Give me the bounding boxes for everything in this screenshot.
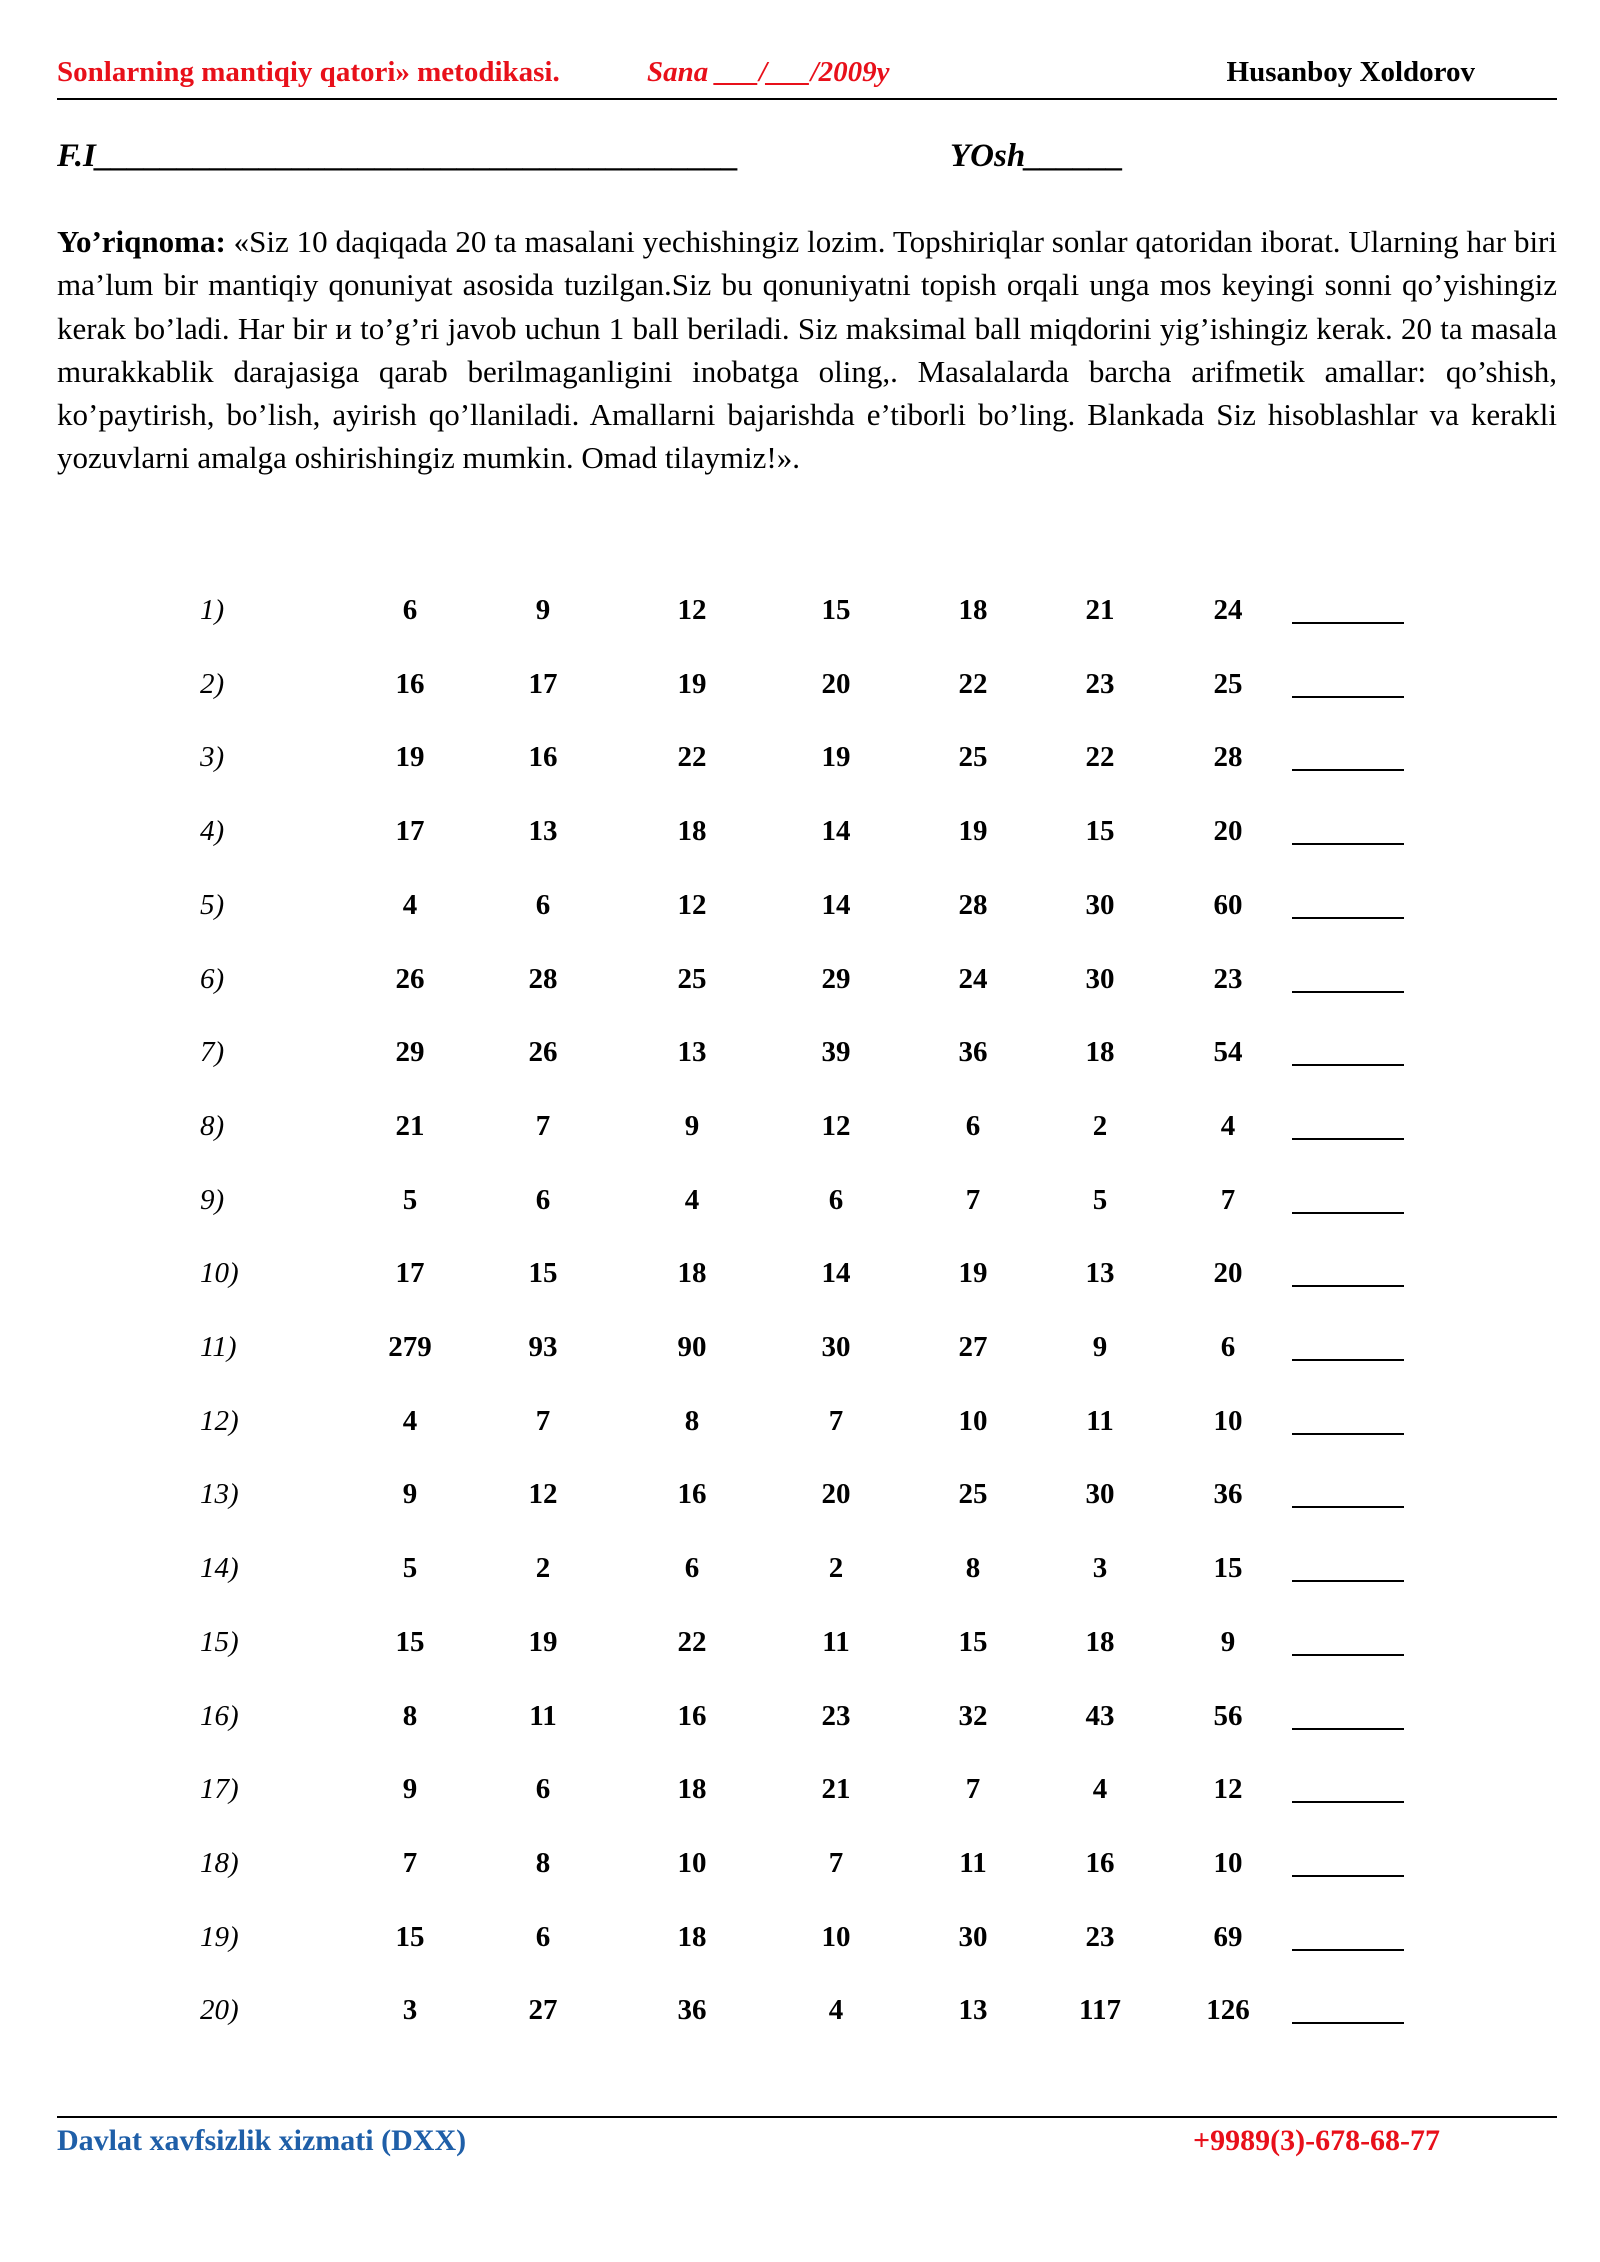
- sequence-number: 18: [677, 1257, 707, 1290]
- answer-blank[interactable]: [1292, 1728, 1404, 1730]
- sequence-number: 20: [1213, 1257, 1243, 1290]
- answer-blank[interactable]: [1292, 1138, 1404, 1140]
- problem-number: 8): [200, 1109, 225, 1142]
- sequence-number: 24: [1213, 594, 1243, 626]
- sequence-number: 12: [1213, 1773, 1243, 1806]
- sequence-number: 16: [677, 1699, 707, 1732]
- sequence-number: 90: [677, 1331, 707, 1363]
- problem-number: 15): [200, 1625, 239, 1658]
- sequence-number: 7: [402, 1846, 418, 1879]
- sequence-number: 10: [1213, 1404, 1243, 1437]
- sequence-number: 10: [1213, 1846, 1243, 1879]
- problem-row: [0, 1405, 1600, 1445]
- sequence-number: 27: [958, 1331, 988, 1363]
- sequence-number: 4: [1220, 1109, 1236, 1142]
- sequence-number: 6: [828, 1183, 844, 1216]
- problem-row: [0, 668, 1600, 708]
- answer-blank[interactable]: [1292, 1654, 1404, 1656]
- sequence-number: 2: [1092, 1109, 1108, 1142]
- sequence-number: 56: [1213, 1699, 1243, 1732]
- answer-blank[interactable]: [1292, 1433, 1404, 1435]
- sequence-number: 18: [677, 1773, 707, 1806]
- sequence-number: 10: [677, 1846, 707, 1879]
- problem-row: [0, 594, 1600, 634]
- sequence-number: 18: [958, 594, 988, 626]
- answer-blank[interactable]: [1292, 696, 1404, 698]
- sequence-number: 14: [821, 815, 851, 848]
- sequence-number: 18: [677, 815, 707, 848]
- sequence-number: 11: [529, 1699, 557, 1732]
- problem-row: [0, 1257, 1600, 1297]
- sequence-number: 5: [402, 1183, 418, 1216]
- footer-divider: [57, 2116, 1557, 2118]
- sequence-number: 14: [821, 888, 851, 921]
- author-name: Husanboy Xoldorov: [1226, 56, 1475, 88]
- problem-number: 13): [200, 1478, 239, 1511]
- sequence-number: 29: [821, 962, 851, 995]
- sequence-number: 6: [535, 1920, 551, 1953]
- sequence-number: 36: [958, 1036, 988, 1069]
- problem-number: 20): [200, 1994, 239, 2027]
- sequence-number: 4: [1092, 1773, 1108, 1806]
- sequence-number: 8: [402, 1699, 418, 1732]
- sequence-number: 30: [958, 1920, 988, 1953]
- sequence-number: 7: [965, 1773, 981, 1806]
- problem-number: 5): [200, 888, 225, 921]
- sequence-number: 36: [677, 1994, 707, 2027]
- sequence-number: 69: [1213, 1920, 1243, 1953]
- sequence-number: 8: [965, 1552, 981, 1585]
- sequence-number: 15: [528, 1257, 558, 1290]
- sequence-number: 9: [684, 1109, 700, 1142]
- problem-row: [0, 1184, 1600, 1224]
- age-field: YOsh______: [950, 138, 1125, 174]
- problem-number: 7): [200, 1036, 225, 1069]
- sequence-number: 25: [958, 1478, 988, 1511]
- instructions-body: «Siz 10 daqiqada 20 ta masalani yechishingiz lozim. Topshiriqlar sonlar qatoridan iborat. Ularning har biri ma’lum bir mantiqiy qonuniyat asosida tuzilgan.Siz bu qonuniyatni topish orqali unga mos keyingi sonni qo’yishingiz kerak bo’ladi. Har bir и to’g’ri javob uchun 1 ball beriladi. Siz maksimal ball miqdorini yig’ishingiz kerak. 20 ta masala murakkablik darajasiga qarab berilmaganligini inobatga oling,. Masalalarda barcha arifmetik amallar: qo’shish, ko’paytirish, bo’lish, ayirish qo’llaniladi. Amallarni bajarishda e’tiborli bo’ling. Blankada Siz hisoblashlar va kerakli yozuvlarni amalga oshirishingiz mumkin. Omad tilaymiz!».: [57, 224, 1557, 476]
- sequence-number: 25: [958, 741, 988, 774]
- sequence-number: 18: [1085, 1036, 1115, 1069]
- sequence-number: 7: [535, 1109, 551, 1142]
- sequence-number: 28: [528, 962, 558, 995]
- sequence-number: 6: [535, 1183, 551, 1216]
- sequence-number: 5: [402, 1552, 418, 1585]
- problem-number: 12): [200, 1404, 239, 1437]
- sequence-number: 15: [1213, 1552, 1243, 1585]
- sequence-number: 11: [959, 1846, 987, 1879]
- problem-row: [0, 1921, 1600, 1961]
- sequence-number: 17: [528, 667, 558, 700]
- answer-blank[interactable]: [1292, 1359, 1404, 1361]
- sequence-number: 5: [1092, 1183, 1108, 1216]
- answer-blank[interactable]: [1292, 1875, 1404, 1877]
- sequence-number: 19: [528, 1625, 558, 1658]
- sequence-number: 17: [395, 1257, 425, 1290]
- sequence-number: 30: [1085, 962, 1115, 995]
- problem-number: 10): [200, 1257, 239, 1290]
- sequence-number: 22: [677, 1625, 707, 1658]
- problem-number: 14): [200, 1552, 239, 1585]
- sequence-number: 30: [1085, 1478, 1115, 1511]
- sequence-number: 13: [677, 1036, 707, 1069]
- sequence-number: 13: [528, 815, 558, 848]
- sequence-number: 60: [1213, 888, 1243, 921]
- answer-blank[interactable]: [1292, 1580, 1404, 1582]
- sequence-number: 3: [1092, 1552, 1108, 1585]
- sequence-number: 20: [821, 667, 851, 700]
- sequence-number: 21: [1085, 594, 1115, 626]
- sequence-number: 6: [965, 1109, 981, 1142]
- sequence-number: 126: [1206, 1994, 1250, 2027]
- sequence-number: 10: [958, 1404, 988, 1437]
- answer-blank[interactable]: [1292, 2022, 1404, 2024]
- sequence-number: 7: [535, 1404, 551, 1437]
- problem-number: 18): [200, 1846, 239, 1879]
- sequence-number: 9: [402, 1773, 418, 1806]
- sequence-number: 25: [677, 962, 707, 995]
- answer-blank[interactable]: [1292, 1506, 1404, 1508]
- sequence-number: 17: [395, 815, 425, 848]
- sequence-number: 29: [395, 1036, 425, 1069]
- sequence-number: 39: [821, 1036, 851, 1069]
- sequence-number: 4: [684, 1183, 700, 1216]
- problem-row: [0, 1478, 1600, 1518]
- problem-row: [0, 1331, 1600, 1371]
- problem-number: 4): [200, 815, 225, 848]
- sequence-number: 19: [958, 1257, 988, 1290]
- sequence-number: 117: [1079, 1994, 1121, 2027]
- sequence-number: 20: [1213, 815, 1243, 848]
- sequence-number: 54: [1213, 1036, 1243, 1069]
- sequence-number: 7: [965, 1183, 981, 1216]
- document-title: Sonlarning mantiqiy qatori» metodikasi.: [57, 56, 560, 88]
- sequence-number: 14: [821, 1257, 851, 1290]
- problem-row: [0, 1036, 1600, 1076]
- sequence-number: 23: [821, 1699, 851, 1732]
- sequence-number: 15: [821, 594, 851, 626]
- instructions-lead: Yo’riqnoma:: [57, 224, 226, 259]
- footer-organization: Davlat xavfsizlik xizmati (DXX): [57, 2124, 467, 2157]
- sequence-number: 11: [822, 1625, 850, 1658]
- sequence-number: 4: [402, 888, 418, 921]
- sequence-number: 21: [821, 1773, 851, 1806]
- sequence-number: 4: [402, 1404, 418, 1437]
- sequence-number: 9: [1220, 1625, 1236, 1658]
- sequence-number: 12: [821, 1109, 851, 1142]
- sequence-number: 15: [958, 1625, 988, 1658]
- sequence-number: 6: [684, 1552, 700, 1585]
- sequence-number: 13: [1085, 1257, 1115, 1290]
- sequence-number: 10: [821, 1920, 851, 1953]
- sequence-number: 19: [395, 741, 425, 774]
- problem-row: [0, 889, 1600, 929]
- problem-row: [0, 1847, 1600, 1887]
- sequence-number: 15: [395, 1625, 425, 1658]
- sequence-number: 2: [535, 1552, 551, 1585]
- date-field: Sana ___/___/2009y: [647, 56, 890, 88]
- answer-blank[interactable]: [1292, 1212, 1404, 1214]
- sequence-number: 11: [1086, 1404, 1114, 1437]
- problem-row: [0, 1994, 1600, 2034]
- sequence-number: 13: [958, 1994, 988, 2027]
- sequence-number: 26: [395, 962, 425, 995]
- page-header: [57, 52, 1557, 100]
- sequence-number: 19: [677, 667, 707, 700]
- sequence-number: 26: [528, 1036, 558, 1069]
- sequence-number: 22: [1085, 741, 1115, 774]
- sequence-number: 16: [677, 1478, 707, 1511]
- sequence-number: 15: [1085, 815, 1115, 848]
- answer-blank[interactable]: [1292, 622, 1404, 624]
- sequence-number: 23: [1213, 962, 1243, 995]
- problem-number: 9): [200, 1183, 225, 1216]
- sequence-number: 30: [1085, 888, 1115, 921]
- sequence-number: 279: [388, 1331, 432, 1363]
- sequence-number: 23: [1085, 667, 1115, 700]
- problem-number: 6): [200, 962, 225, 995]
- problem-number: 2): [200, 667, 225, 700]
- sequence-number: 6: [535, 888, 551, 921]
- footer-phone: +9989(3)-678-68-77: [1193, 2124, 1441, 2157]
- answer-blank[interactable]: [1292, 1801, 1404, 1803]
- problem-number: 17): [200, 1773, 239, 1806]
- sequence-number: 6: [535, 1773, 551, 1806]
- problem-row: [0, 1552, 1600, 1592]
- answer-blank[interactable]: [1292, 917, 1404, 919]
- sequence-number: 16: [1085, 1846, 1115, 1879]
- sequence-number: 7: [828, 1404, 844, 1437]
- sequence-number: 16: [395, 667, 425, 700]
- sequence-number: 43: [1085, 1699, 1115, 1732]
- sequence-number: 7: [828, 1846, 844, 1879]
- sequence-number: 12: [677, 594, 707, 626]
- sequence-number: 12: [677, 888, 707, 921]
- instructions-paragraph: [57, 220, 1557, 480]
- sequence-number: 93: [528, 1331, 558, 1363]
- problem-row: [0, 1773, 1600, 1813]
- sequence-number: 16: [528, 741, 558, 774]
- problem-row: [0, 1700, 1600, 1740]
- problem-row: [0, 963, 1600, 1003]
- sequence-number: 22: [958, 667, 988, 700]
- sequence-number: 19: [821, 741, 851, 774]
- problem-number: 3): [200, 741, 225, 774]
- answer-blank[interactable]: [1292, 991, 1404, 993]
- sequence-number: 9: [535, 594, 551, 626]
- sequence-number: 27: [528, 1994, 558, 2027]
- answer-blank[interactable]: [1292, 769, 1404, 771]
- sequence-number: 7: [1220, 1183, 1236, 1216]
- sequence-number: 9: [1092, 1331, 1108, 1363]
- sequence-number: 2: [828, 1552, 844, 1585]
- sequence-number: 23: [1085, 1920, 1115, 1953]
- problem-number: 19): [200, 1920, 239, 1953]
- problem-row: [0, 815, 1600, 855]
- full-name-field: F.I_______________________________________: [57, 138, 740, 174]
- answer-blank[interactable]: [1292, 1064, 1404, 1066]
- sequence-number: 4: [828, 1994, 844, 2027]
- sequence-number: 36: [1213, 1478, 1243, 1511]
- sequence-number: 3: [402, 1994, 418, 2027]
- sequence-number: 28: [958, 888, 988, 921]
- sequence-number: 24: [958, 962, 988, 995]
- sequence-number: 12: [528, 1478, 558, 1511]
- sequence-number: 18: [677, 1920, 707, 1953]
- problem-number: 11): [200, 1331, 237, 1363]
- answer-blank[interactable]: [1292, 1285, 1404, 1287]
- problem-row: [0, 1626, 1600, 1666]
- sequence-number: 25: [1213, 667, 1243, 700]
- sequence-number: 6: [402, 594, 418, 626]
- sequence-number: 15: [395, 1920, 425, 1953]
- sequence-number: 32: [958, 1699, 988, 1732]
- sequence-number: 28: [1213, 741, 1243, 774]
- sequence-number: 9: [402, 1478, 418, 1511]
- sequence-number: 8: [684, 1404, 700, 1437]
- problem-number: 1): [200, 594, 225, 626]
- sequence-number: 30: [821, 1331, 851, 1363]
- answer-blank[interactable]: [1292, 1949, 1404, 1951]
- sequence-number: 21: [395, 1109, 425, 1142]
- sequence-number: 19: [958, 815, 988, 848]
- problem-number: 16): [200, 1699, 239, 1732]
- sequence-number: 22: [677, 741, 707, 774]
- problem-row: [0, 1110, 1600, 1150]
- sequence-number: 8: [535, 1846, 551, 1879]
- sequence-number: 18: [1085, 1625, 1115, 1658]
- sequence-number: 6: [1220, 1331, 1236, 1363]
- answer-blank[interactable]: [1292, 843, 1404, 845]
- problem-row: [0, 741, 1600, 781]
- sequence-number: 20: [821, 1478, 851, 1511]
